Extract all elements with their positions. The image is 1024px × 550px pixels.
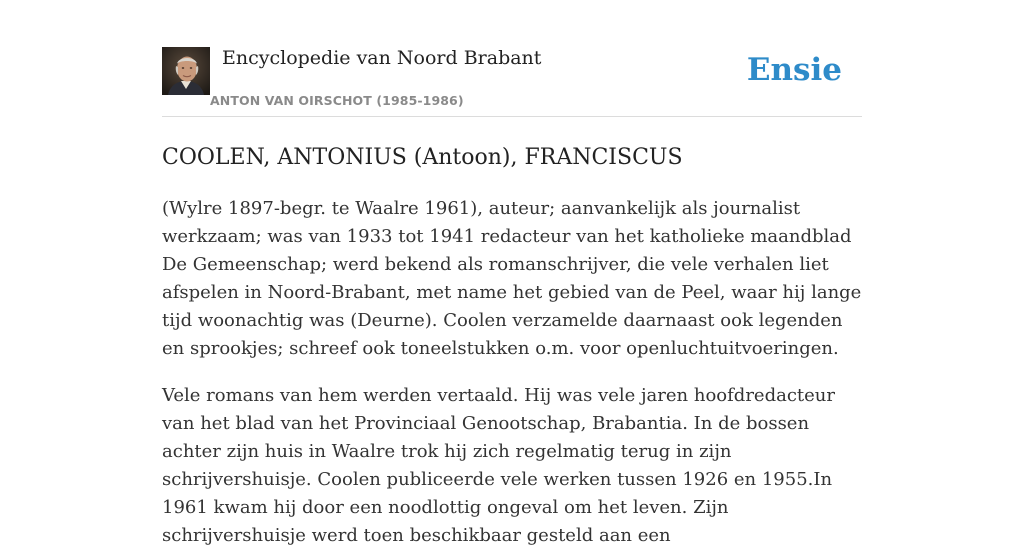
entry-paragraph-1: (Wylre 1897-begr. te Waalre 1961), auteur; aanvankelijk als journalist werkzaam; was van 1933 tot 1941 redacteur van het katholieke maandblad De Gemeenschap; werd bekend als romanschrijver, die vele verhalen liet afspelen in Noord-Brabant, met name het gebied van de Peel, waar hij lange tijd woonachtig was (Deurne). Coolen verzamelde daarnaast ook legenden en sprookjes; schreef ook toneelstukken o.m. voor openluchtuitvoeringen. [162,198,862,359]
source-header [162,0,862,117]
entry-paragraph-2: Vele romans van hem werden vertaald. Hij was vele jaren hoofdredacteur van het blad van het Provinciaal Genootschap, Brabantia. In de bossen achter zijn huis in Waalre trok hij zich regelmatig terug in zijn schrijvershuisje. Coolen publiceerde vele werken tussen 1926 en 1955.In 1961 kwam hij door een noodlottig ongeval om het leven. Zijn schrijvershuisje werd toen beschikbaar gesteld aan een [162,385,835,546]
ensie-logo[interactable]: Ensie [746,52,842,88]
source-title[interactable]: Encyclopedie van Noord Brabant [222,47,542,69]
author-portrait-icon [162,47,210,95]
source-subtitle[interactable]: ANTON VAN OIRSCHOT (1985-1986) [210,93,464,108]
content-column [162,0,862,550]
avatar[interactable] [162,47,210,95]
entry-title: COOLEN, ANTONIUS (Antoon), FRANCISCUS [162,145,683,170]
